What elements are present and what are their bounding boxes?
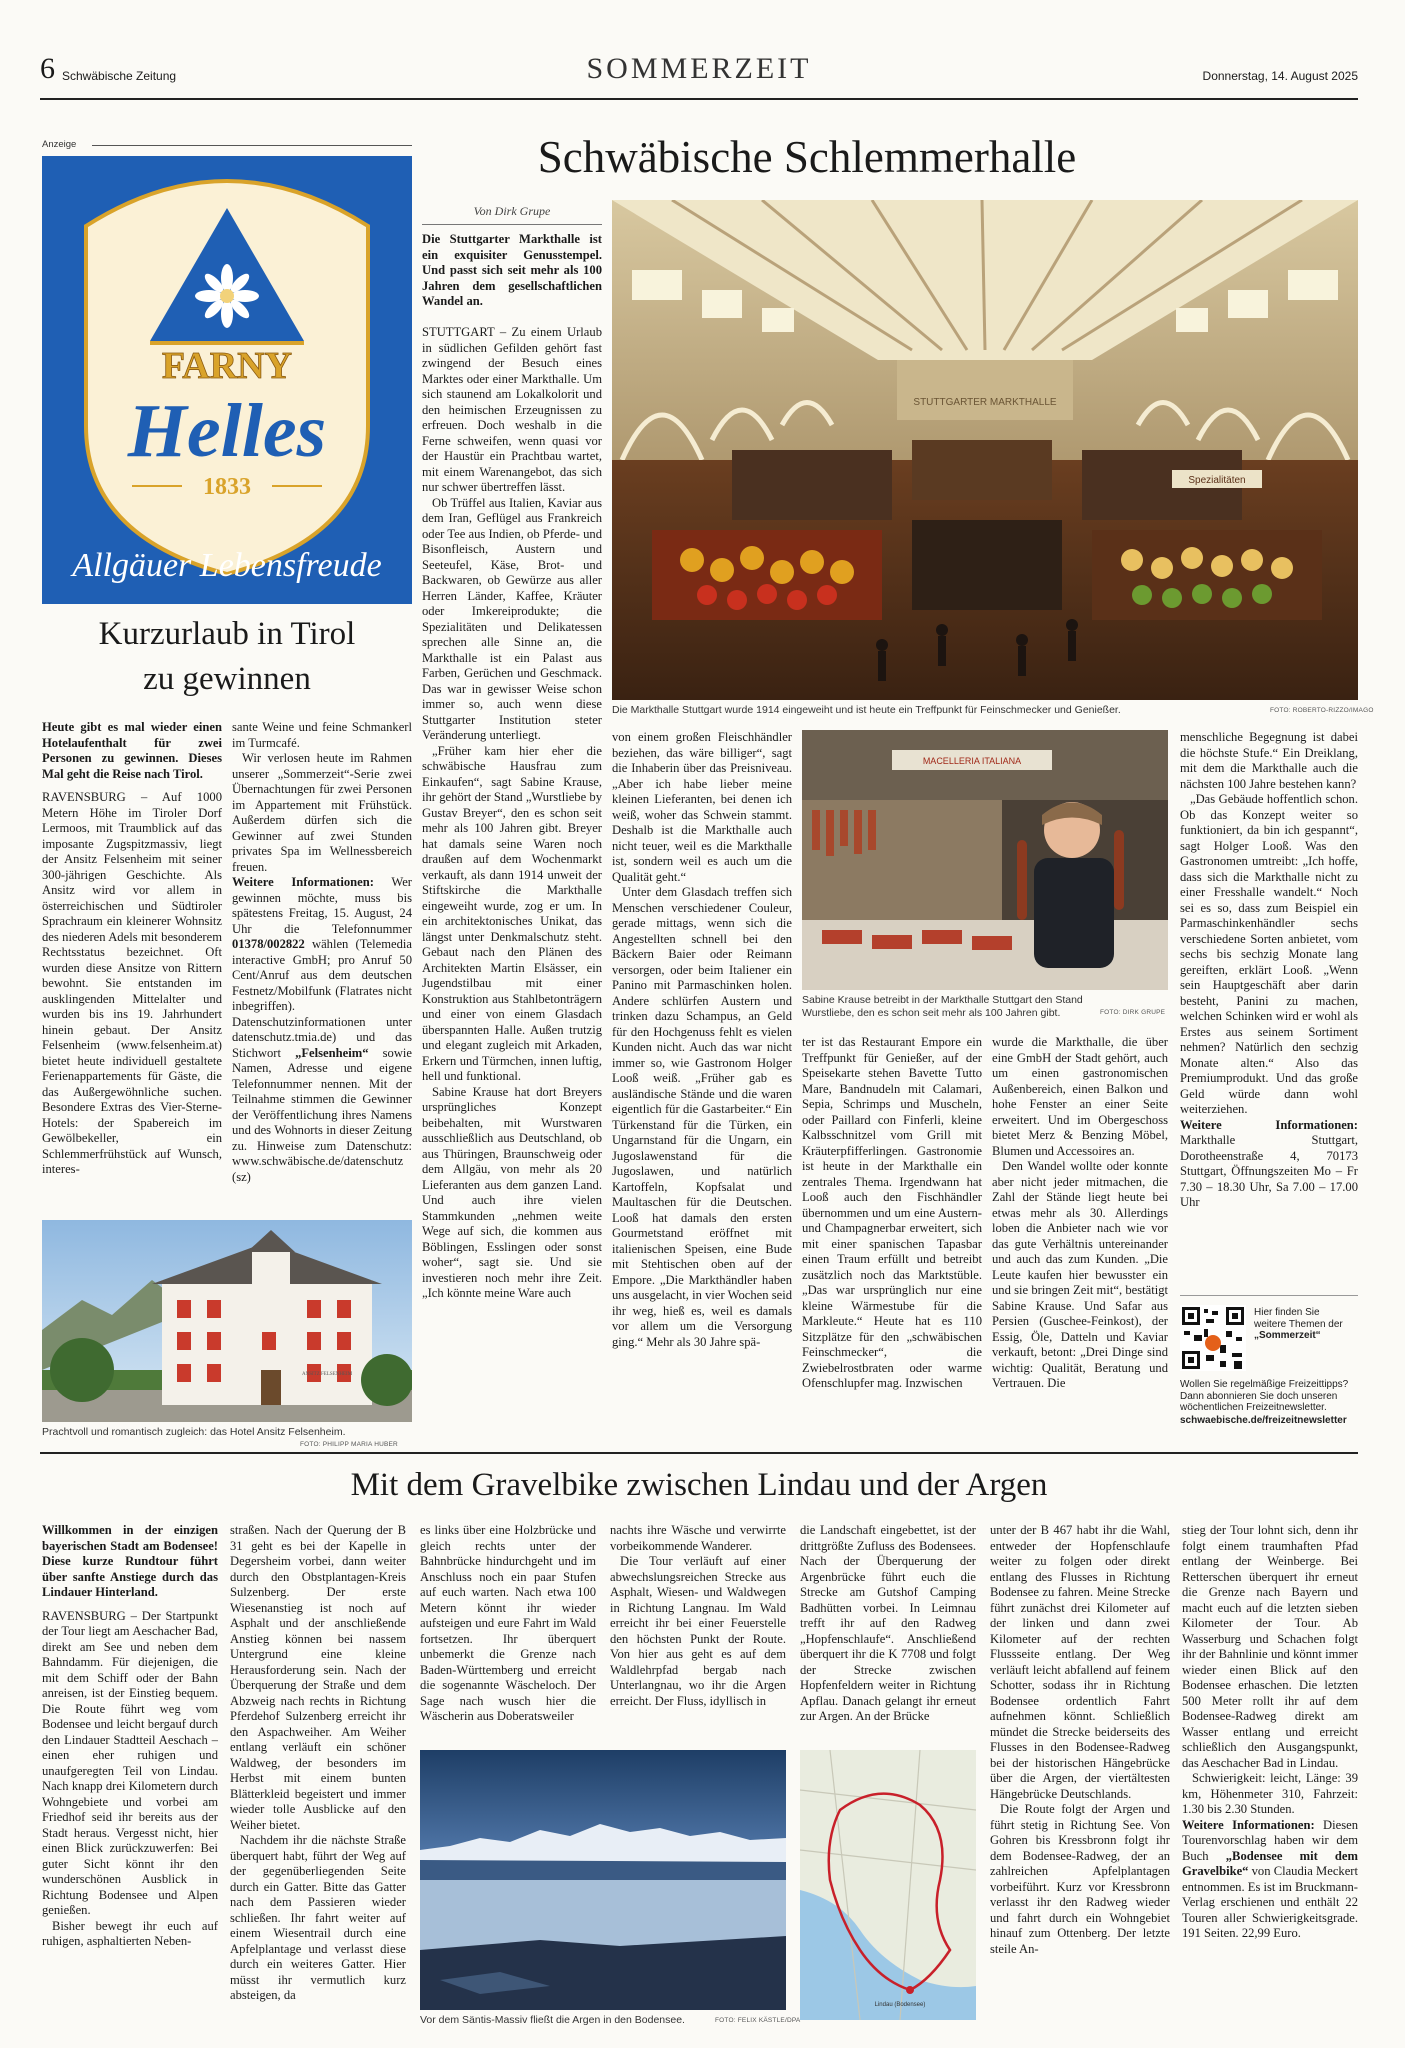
qr-text-1: Hier finden Sie [1254, 1307, 1320, 1318]
ad-artwork [42, 156, 412, 604]
markthalle-column-3 [802, 1035, 982, 1440]
markthalle-info-text: Markthalle Stuttgart, Dorotheenstraße 4, 70173 Stuttgart, Öffnungszeiten Mo – Fr 7.30 – 18.30 Uhr, Sa 7.00 – 17.00 Uhr [1180, 1133, 1358, 1209]
mh2-paragraph: Unter dem Glasdach treffen sich Menschen verschiedener Couleur, gerade mittags, wenn sich die Angestellten schnell bei den Bäckern Baier oder Reimann versorgen, oder beim Italiener ein Panino mit Parmaschinken holen. Andere schlürfen Austern und trinken dazu Schampus, an Geld für den Hochgenuss fehlt es vielen Kunden nicht. Auch das war nicht immer so, wie Gastronom Holger Looß weiß. „Früher gab es ausländische Stände und die waren eigentlich für die Gastarbeiter.“ Ein Türkenstand für die Türken, ein Ungarnstand für die Ungarn, ein Jugoslawenstand für die Jugoslawen, und natürlich Kartoffeln, Kopfsalat und Maultaschen für die Deutschen. Looß hat damals den ersten Gourmetstand eröffnet mit italienischen Speisen, eine Bude mit Stehtischen oben auf der Empore. „Die Markthändler haben uns ausgelacht, in vier Wochen seid ihr weg, hieß es, weil es damals vor allem um die Versorgung ging.“ Mehr als 30 Jahre spä- [612, 885, 792, 1349]
gv1-paragraph: RAVENSBURG – Der Startpunkt der Tour liegt am Aeschacher Bad, direkt am See und neben dem Bahndamm. Für diejenigen, die mit dem Schiff oder der Bahn anreisen, ist der Einstieg bequem. Die Route führt weg vom Bodensee und leicht bergauf durch den Lindauer Stadtteil Aeschach – einen eher ruhigen und unaufgeregten Teil von Lindau. Nach knapp drei Kilometern durch Wohngebiete und vorbei am Friedhof seid ihr bereits aus der Stadt heraus. Vergesst nicht, hier einen Blick zurückzuwerfen: Bei guter Sicht könnt ihr den wunderschönen Ausblick in Richtung Bodensee und Alpen genießen. [42, 1608, 218, 1917]
gravel-info-label: Weitere Informationen: [1182, 1817, 1315, 1832]
markthalle-column-5 [1180, 730, 1358, 1280]
tirol1-paragraph: RAVENSBURG – Auf 1000 Metern Höhe im Tiroler Dorf Lermoos, mit Traumblick auf das imposante Zugspitzmassiv, liegt der Ansitz Felsenheim mit seiner 300-jährigen Geschichte. Als Ansitz wird vor allem in österreichischen und Südtiroler Sprachraum ein kleinerer Wohnsitz des niederen Adels mit besonderem Rechtsstatus bezeichnet. Oft wurden diese Ansitze von Rittern bewohnt. Sie entstanden im ausklingenden Mittelalter und wurden bis ins 19. Jahrhundert hinein gebaut. Der Ansitz Felsenheim (www.felsenheim.at) bietet heute individuell gestaltete Ferienappartements für Gäste, die das Außergewöhnliche suchen. Besondere Extras des Vier-Sterne-Hotels: der Spabereich im Gewölbekeller, ein Schlemmerfrühstück auf Wunsch, interes- [42, 790, 222, 1176]
bodensee-photo [420, 1750, 786, 2010]
gv6-paragraph: Die Route folgt der Argen und führt stetig in Richtung See. Von Gohren bis Kressbronn folgt ihr dem Bodensee-Radweg, der an zahlreichen Apfelplantagen vorbeiführt. Kurz vor Kressbronn verlasst ihr den Radweg wieder und fahrt durch ein Wohngebiet hinauf zum Ottenberg. Der letzte steile An- [990, 1802, 1170, 1956]
byline: Von Dirk Grupe [473, 204, 551, 218]
mh1-paragraph: STUTTGART – Zu einem Urlaub in südlichen Gefilden gehört fast zwingend der Besuch eines Marktes oder einer Markthalle. Um sich staunend am Lokalkolorit und den heimischen Erzeugnissen zu erfreuen. Doch weshalb in die Ferne schweifen, wenn quasi vor der Haustür ein Prachtbau wartet, mit einem Warenangebot, das sich nur schwer übertreffen lässt. [422, 325, 602, 494]
mh4-paragraph: Den Wandel wollte oder konnte aber nicht jeder mitmachen, die Zahl der Stände liegt heute bei etwas mehr als 30. Allerdings loben die Anbieter nach wie vor das gute Verhältnis untereinander und auch das zum Kunden. „Die Leute kaufen hier bewusster ein und sie bringen Zeit mit“, bestätigt Sabine Krause. Und Safar aus Persien (Guschee-Feinkost), der Essig, Öle, Datteln und Kaviar verkauft, betont: „Drei Dinge sind wichtig: Qualität, Beratung und Vertrauen. Die [992, 1159, 1168, 1390]
ad-product: Helles [127, 389, 327, 473]
bodensee-caption: Vor dem Säntis-Massiv fließt die Argen in den Bodensee. [420, 2014, 685, 2026]
ad-label-rule [92, 145, 412, 146]
mh2-paragraph: von einem großen Fleischhändler beziehen, das wäre billiger“, sagt die Inhaberin über das Preisniveau. „Aber ich habe lieber meine kleinen Lieferanten, bei denen ich weiß, woher das Schwein stammt. Deshalb ist die Markthalle auch nicht teuer, weil es die Markthalle ist, sondern weil es auch um die Qualität geht.“ [612, 730, 792, 884]
gv2-paragraph: straßen. Nach der Querung der B 31 geht es bei der Kapelle in Degersheim vorbei, dann weiter durch den Obstplantagen-Kreis Sulzenberg. Der erste Wiesenanstieg ist noch auf Asphalt und der anschließende Anstieg können bei nassem Untergrund eine kleine Herausforderung sein. Nach der Überquerung der Straße und dem Abzweig nach rechts in Richtung Pferdehof Sulzenberg erreicht ihr den Aspachweiher. Am Weiher entlang verläuft ein schöner Waldweg, der besonders im Herbst mit einem bunten Blätterkleid begeistert und immer wieder tolle Ausblicke auf den Weiher bietet. [230, 1523, 406, 1832]
tirol-info-text-2: wählen (Telemedia interactive GmbH; pro Anruf 50 Cent/Anruf aus dem deutschen Festnetz/Mobilfunk (Flatrates nicht inbegriffen). Datenschutzinformationen unter datenschutz.tmia.de) und das Stichwort [232, 937, 412, 1060]
gravel-column-7 [1182, 1523, 1358, 2023]
byline-rule [422, 224, 602, 225]
section-divider [40, 1452, 1358, 1454]
section-title: SOMMERZEIT [586, 52, 812, 85]
issue-date: Donnerstag, 14. August 2025 [1202, 69, 1358, 83]
qr-promo[interactable] [1180, 1295, 1358, 1435]
tirol-headline-line1: Kurzurlaub in Tirol [98, 616, 356, 652]
hall-sign: STUTTGARTER MARKTHALLE [913, 397, 1057, 408]
gravel-book-title: „Bodensee mit dem Gravelbike“ [1182, 1848, 1358, 1878]
markthalle-teaser: Die Stuttgarter Markthalle ist ein exquisiter Genusstempel. Und passt sich seit mehr als 100 Jahren dem gesellschaftlichen Wandel an. [422, 232, 602, 308]
gravel-column-6 [990, 1523, 1170, 2023]
markthalle-column-2 [612, 730, 792, 1440]
gv1-paragraph: Willkommen in der einzigen bayerischen Stadt am Bodensee! Diese kurze Rundtour führt über sanfte Anstiege durch das Lindauer Hinterland. [42, 1523, 218, 1599]
gravel-column-2 [230, 1523, 406, 2023]
stand-sign: Spezialitäten [1188, 475, 1246, 486]
gv4-paragraph: nachts ihre Wäsche und verwirrte vorbeikommende Wanderer. [610, 1523, 786, 1553]
hotel-photo-credit: FOTO: PHILIPP MARIA HUBER [300, 1441, 398, 1448]
tirol-col2-p1: sante Weine und feine Schmankerl im Turmcafé. [232, 720, 412, 750]
markthalle-headline: Schwäbische Schlemmerhalle [537, 132, 1077, 182]
beer-ad[interactable] [42, 156, 412, 604]
markthalle-column-1 [422, 325, 602, 1440]
gravel-info-text-2: von Claudia Meckert entnommen. Es ist im Bruckmann-Verlag erschienen und enthält 22 Touren aller Schwierigkeitsgrade. 191 Seiten. 22,99 Euro. [1182, 1864, 1358, 1940]
hotel-photo [42, 1220, 412, 1422]
newsletter-text: Wollen Sie regelmäßige Freizeittipps? Dann abonnieren Sie doch unseren wöchentlichen Freizeitnewsletter. [1180, 1379, 1349, 1413]
mh4-paragraph: wurde die Markthalle, die über eine GmbH der Stadt gehört, auch um einen gastronomischen Außenbereich, einen Balkon und hohe Fenster an einer Seite erweitert. Und im Obergeschoss bietet Merz & Benzing Möbel, Blumen und Accessoires an. [992, 1035, 1168, 1158]
tirol-info-label: Weitere Informationen: [232, 875, 374, 889]
gv2-paragraph: Nachdem ihr die nächste Straße überquert habt, führt der Weg auf der gegenüberliegenden Seite durch ein Gatter. Bitte das Gatter nach dem Passieren wieder schließen. Ihr fahrt weiter auf einem Wiesentrail durch eine Apfelplantage und verlasst diese durch ein weiteres Gatter. Hier müsst ihr vermutlich kurz absteigen, da [230, 1833, 406, 2002]
map-label: Lindau (Bodensee) [874, 2002, 926, 2008]
gv7-paragraph: stieg der Tour lohnt sich, denn ihr folgt einem traumhaften Pfad entlang der Weinberge. Bei Retterschen überquert ihr erneut die Grenze nach Bayern und macht euch auf die letzten sieben Kilometer der Tour. Ab Wasserburg und Schachen folgt ihr der Bahnlinie und könnt immer wieder einen Blick auf den Bodensee erhaschen. Die letzten 500 Meter rollt ihr auf dem Bodensee-Radweg direkt am Wasser entlang und erreicht schließlich den Ausgangspunkt, das Aeschacher Bad in Lindau. [1182, 1523, 1358, 1770]
gravel-column-5 [800, 1523, 976, 1743]
shop-sign: MACELLERIA ITALIANA [922, 756, 1022, 766]
tirol-info-text-3: sowie Namen, Adresse und eigene Telefonnummer nennen. Mit der Teilnahme stimmen die Gewinner der Veröffentlichung ihres Namens und des Wohnorts in dieser Zeitung zu. Hinweise zum Datenschutz: www.schwäbische.de/datenschutz (sz) [232, 1045, 412, 1184]
wurstliebe-photo [802, 730, 1168, 990]
hotel-sign: ANSITZ FELSENHEIM [302, 1372, 353, 1377]
ad-year: 1833 [203, 474, 251, 500]
ad-label: Anzeige [42, 139, 412, 150]
gravel-info-text: Diesen Tourenvorschlag haben wir dem Buch [1182, 1817, 1358, 1863]
header-rule [40, 98, 1358, 100]
tirol-headline [42, 612, 412, 702]
ad-brand: FARNY [161, 345, 293, 387]
gv5-paragraph: die Landschaft eingebettet, ist der drittgrößte Zufluss des Bodensees. Nach der Überquerung der Argenbrücke führt euch die Strecke am Gutshof Camping Badhütten vorbei. In Leimnau trefft ihr auf den Radweg „Hopfenschlaufe“. Anschließend überquert ihr die K 7708 und folgt der Strecke zwischen Hopfenfeldern weiter in Richtung Apflau. Danach gelangt ihr erneut zur Argen. An der Brücke [800, 1523, 976, 1723]
mh1-paragraph: „Früher kam hier eher die schwäbische Hausfrau zum Einkaufen“, sagt Sabine Krause, ihr gehört der Stand „Wurstliebe by Gustav Breyer“, den es schon seit mehr als 100 Jahren gibt. Breyer hat damals seine Waren noch draußen auf dem Wochenmarkt verkauft, als dann 1914 unweit der Stiftskirche die Markthalle eingeweiht wurde, zog er um. In ein architektonisches Unikat, das längst unter Denkmalschutz steht. Gebaut nach den Plänen des Architekten Martin Elsässer, ein Jugendstilbau mit einer Konstruktion aus Stahlbetonträgern und einer von einem Glasdach überspannten Halle. Außen trutzig und elegant zugleich mit Arkaden, Erkern und Türmchen, innen luftig, hell und funktional. [422, 743, 602, 1083]
qr-top-rule [1180, 1295, 1358, 1296]
ad-slogan: Allgäuer Lebensfreude [72, 547, 382, 584]
tirol-keyword: „Felsenheim“ [295, 1045, 369, 1060]
gravel-column-4 [610, 1523, 786, 1743]
mh3-paragraph: ter ist das Restaurant Empore ein Treffpunkt für Genießer, auf der Speisekarte stehen Bavette Tutto Mare, Bandnudeln mit Calamari, Sepia, Schrimps und Muscheln, oder Paillard con Finferli, kleine Kalbsschnitzel vom Grill mit Kräuterpfifferlingen. Gastronomie ist heute in der Markthalle ein zentrales Thema. Irgendwann hat Looß auch den Fischhändler übernommen und um eine Austern- und Champagnerbar erweitert, sich mit einer spanischen Tapasbar einen Traum erfüllt und betreibt zusätzlich noch das Marktstüble. „Das war ursprünglich nur eine kleine Wärmestube für die Markleute.“ Heute hat es 110 Sitzplätze für den „schwäbischen Feinschmecker“, die Zwiebelrostbraten oder warme Ofenschlupfer mag. Inzwischen [802, 1035, 982, 1390]
markthalle-main-photo [612, 200, 1358, 700]
wurstliebe-caption: Sabine Krause betreibt in der Markthalle Stuttgart den Stand Wurstliebe, den es schon seit mehr als 100 Jahren gibt. [802, 994, 1083, 1019]
bodensee-credit: FOTO: FELIX KÄSTLE/DPA [715, 2017, 801, 2024]
mh1-paragraph: Sabine Krause hat dort Breyers ursprüngliches Konzept beibehalten, mit Wurstwaren ausschließlich aus Deutschland, ob aus Thüringen, Braunschweig oder dem Allgäu, von mehr als 20 Lieferanten aus dem ganzen Land. Und auch ihre vielen Stammkunden „nehmen weite Wege auf sich, die kommen aus Böblingen, Esslingen oder sonst woher“, sagt sie. Und sie investieren noch mehr ihre Zeit. „Ich könnte meine Ware auch [422, 1084, 602, 1300]
page-number: 6 [40, 52, 55, 85]
gv1-paragraph: Bisher bewegt ihr euch auf ruhigen, asphaltierten Neben- [42, 1918, 218, 1948]
hotel-photo-caption: Prachtvoll und romantisch zugleich: das Hotel Ansitz Felsenheim. [42, 1426, 346, 1438]
mh5-paragraph: menschliche Begegnung ist dabei die höchste Stufe.“ Ein Dreiklang, mit dem die Markthalle auch die nächsten 100 Jahre bestehen kann? [1180, 730, 1358, 791]
gravel-column-3 [420, 1523, 596, 1743]
gv7-paragraph: Schwierigkeit: leicht, Länge: 39 km, Höhenmeter 310, Fahrzeit: 1.30 bis 2.30 Stunden. [1182, 1771, 1358, 1816]
tirol1-paragraph: Heute gibt es mal wieder einen Hotelaufenthalt für zwei Personen zu gewinnen. Dieses Mal geht die Reise nach Tirol. [42, 720, 222, 781]
gv3-paragraph: es links über eine Holzbrücke und gleich rechts unter der Bahnbrücke hindurchgeht und im Anschluss noch ein paar Stufen auf euch warten. Nach etwa 100 Metern könnt ihr wieder aufsteigen und eure Fahrt im Wald fortsetzen. Ihr überquert unbemerkt die Grenze nach Baden-Württemberg und erreicht die sogenannte Wäscheloch. Der Sage nach wusch hier die Wäscherin aus Doberatsweiler [420, 1523, 596, 1723]
tirol-column-1 [42, 720, 222, 1210]
markthalle-info-label: Weitere Informationen: [1180, 1117, 1358, 1132]
gravel-headline: Mit dem Gravelbike zwischen Lindau und der Argen [350, 1467, 1048, 1503]
qr-text-2: weitere Themen der [1254, 1318, 1343, 1330]
qr-text-3: „Sommerzeit“ [1254, 1330, 1321, 1341]
mh1-paragraph: Ob Trüffel aus Italien, Kaviar aus dem Iran, Geflügel aus Frankreich oder Tee aus Indien, ob Pferde- und Bisonfleisch, Austern und Seeteufel, Käse, Brot- und Backwaren, ob Gewürze aus aller Herren Länder, Kaffee, Kräuter oder Imkereiprodukte; die Spezialitäten und Delikatessen sprechen alle Sinne an, die Markthalle ist ein Palast aus Farben, Gerüchen und Geschmack. Das war in gewisser Weise schon immer so, auch wenn diese Stuttgarter Institution steter Veränderung unterliegt. [422, 495, 602, 742]
route-map [800, 1750, 976, 2020]
tirol-info-text: Wer gewinnen möchte, muss bis spätestens Freitag, 15. August, 24 Uhr die Telefonnummer [232, 875, 412, 936]
gv6-paragraph: unter der B 467 habt ihr die Wahl, entweder der Hopfenschlaufe weiter zu folgen oder direkt entlang des Flusses in Richtung Bodensee zu fahren. Meine Strecke führt zunächst drei Kilometer auf der linken und dann zwei Kilometer auf der rechten Flussseite entlang. Der Weg verläuft leicht abfallend auf feinem Schotter, sodass ihr in Richtung Bodensee ordentlich Fahrt aufnehmen könnt. Schließlich mündet die Strecke beiderseits des Flusses in den Bodensee-Radweg bei der historischen Hängebrücke über die Argen, der viertältesten Hängebrücke Deutschlands. [990, 1523, 1170, 1801]
tirol-headline-line2: zu gewinnen [143, 661, 311, 697]
mh5-paragraph: „Das Gebäude hoffentlich schon. Ob das Konzept weiter so funktioniert, da bin ich gespannt“, sagt Holger Looß. Was den Gastronomen umtreibt: „Ich hoffe, dass sich die Markthalle nicht zu einer Fresshalle wandelt.“ Noch sei es so, dass zum Beispiel ein Parmaschinkenhändler sechs verschiedene Sorten anbietet, vom sechs bis sechzig Monate lang gereiften, erklärt Looß. „Wenn sein Hauptgeschäft aber darin besteht, Panini zu machen, welchen Schinken wird er wohl als Erstes aus seinem Sortiment nehmen? Natürlich den sechzig Monate alten.“ Also das Premiumprodukt. Und das große Geld würde dann wohl weiterziehen. [1180, 792, 1358, 1116]
tirol-column-2 [232, 720, 412, 1210]
wurstliebe-credit: FOTO: DIRK GRUPE [1100, 1009, 1166, 1016]
page-header [40, 50, 1358, 100]
tirol-col2-p2: Wir verlosen heute im Rahmen unserer „Sommerzeit“-Serie zwei Übernachtungen für zwei Personen im Appartement mit Frühstück. Außerdem dürfen sich die Gewinner auf zwei Stunden privates Spa im Wellnessbereich freuen. [232, 751, 412, 874]
newsletter-link[interactable]: schwaebische.de/freizeitnewsletter [1180, 1415, 1347, 1426]
tirol-phone: 01378/002822 [232, 937, 305, 951]
markthalle-main-caption: Die Markthalle Stuttgart wurde 1914 eingeweiht und ist heute ein Treffpunkt für Feinschmecker und Genießer. [612, 704, 1121, 716]
markthalle-main-credit: FOTO: ROBERTO-RIZZO/IMAGO [1270, 707, 1374, 714]
gravel-column-1 [42, 1523, 218, 2023]
qr-code-icon[interactable] [1180, 1305, 1246, 1371]
paper-name: Schwäbische Zeitung [62, 69, 177, 83]
gv4-paragraph: Die Tour verläuft auf einer abwechslungsreichen Strecke aus Asphalt, Wiesen- und Waldwegen in Richtung Langnau. Im Wald erreicht ihr bei einer Feuerstelle den höchsten Punkt der Route. Von hier aus geht es auf dem Waldlehrpfad bergab nach Unterlangnau, wo ihr die Argen erreicht. Der Fluss, idyllisch in [610, 1554, 786, 1708]
markthalle-column-4 [992, 1035, 1168, 1440]
